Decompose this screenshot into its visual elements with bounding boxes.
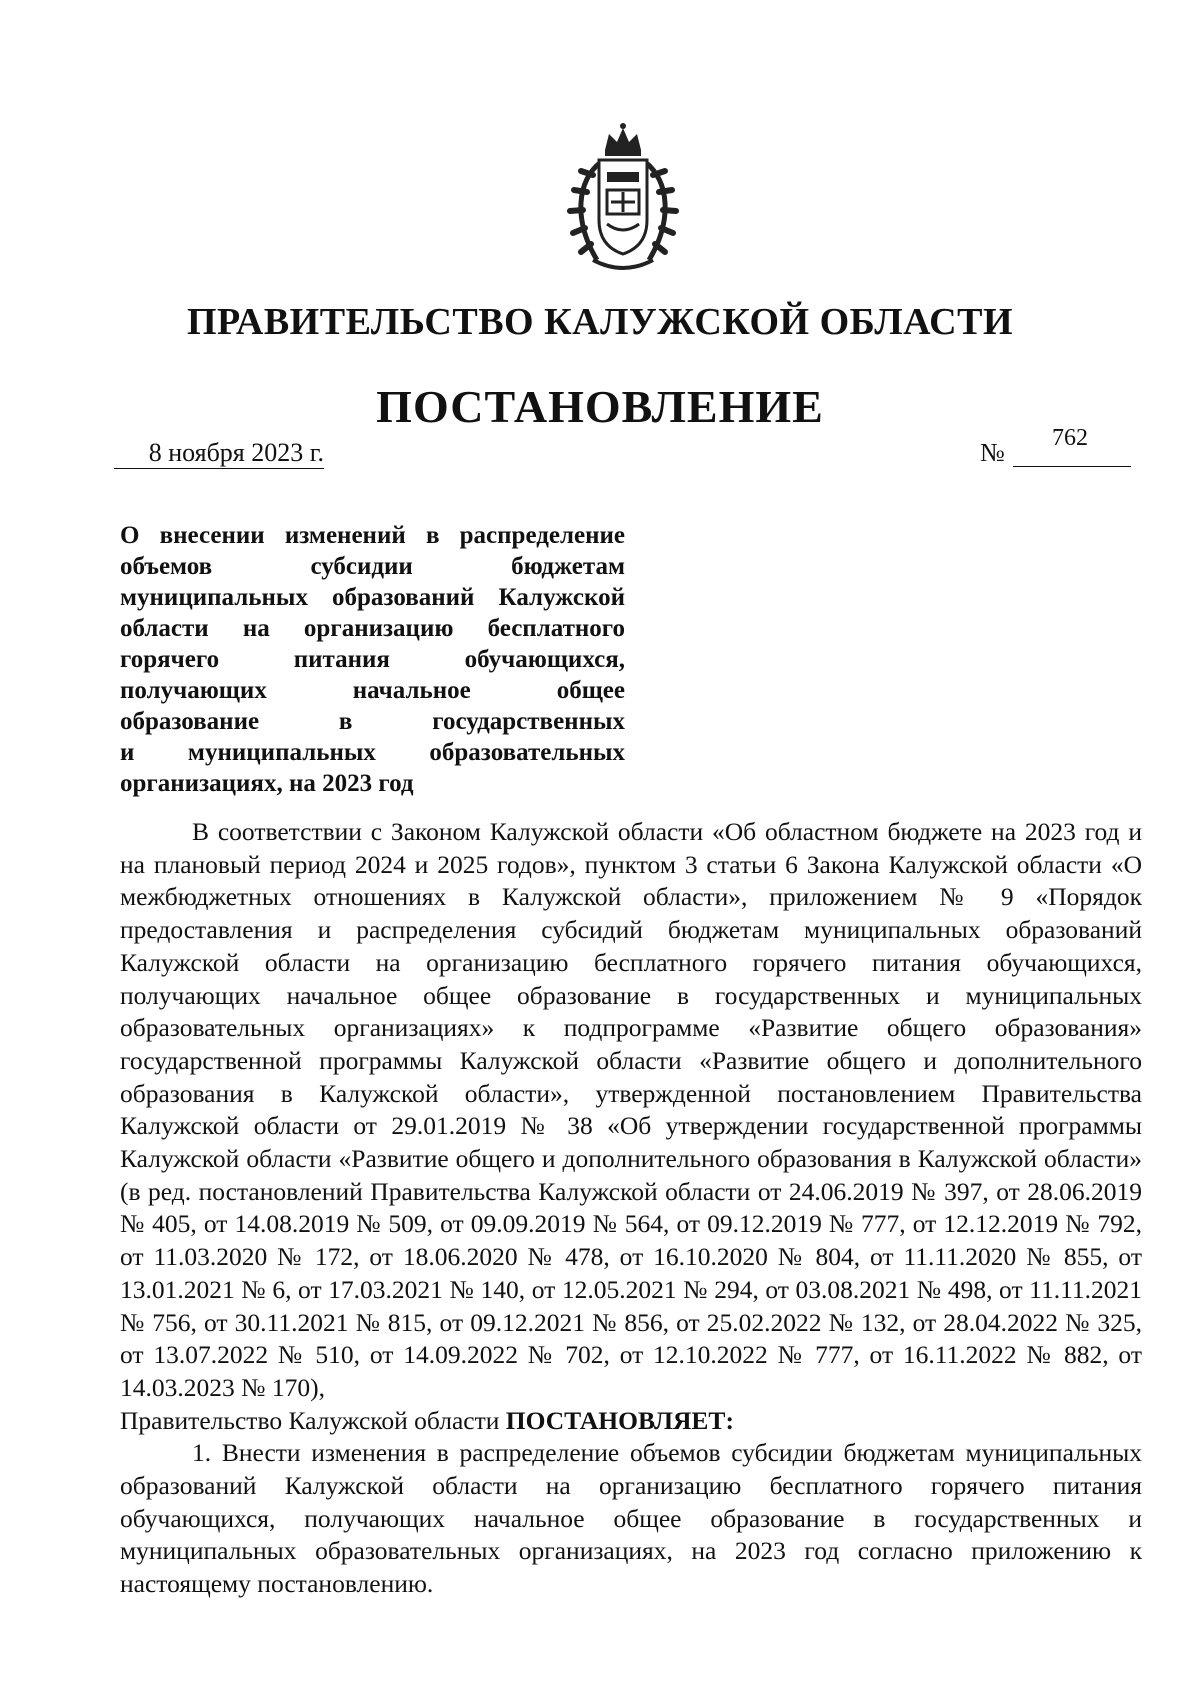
organization-title: ПРАВИТЕЛЬСТВО КАЛУЖСКОЙ ОБЛАСТИ bbox=[186, 301, 1014, 343]
subject-line: объемов субсидии бюджетам bbox=[120, 553, 625, 580]
subject-line: организациях, на 2023 год bbox=[120, 770, 414, 797]
preamble-paragraph: В соответствии с Законом Калужской области «Об областном бюджете на 2023 год и на плановый период 2024 и 2025 годов», пунктом 3 статьи 6 Закона Калужской области «О межбюджетных отношениях в Калужской области», приложением № 9 «Порядок предоставления и распределения субсидий бюджетам муниципальных образований Калужской области на организацию бесплатного горячего питания обучающихся, получающих начальное общее образование в государственных и муниципальных образовательных организациях» к подпрограмме «Развитие общего образования» государственной программы Калужской области «Развитие общего и дополнительного образования в Калужской области», утвержденной постановлением Правительства Калужской области от 29.01.2019 № 38 «Об утверждении государственной программы Калужской области «Развитие общего и дополнительного образования в Калужской области» (в ред. постановлений Правительства Калужской области от 24.06.2019 № 397, от 28.06.2019 № 405, от 14.08.2019 № 509, от 09.09.2019 № 564, от 09.12.2019 № 777, от 12.12.2019 № 792, от 11.03.2020 № 172, от 18.06.2020 № 478, от 16.10.2020 № 804, от 11.11.2020 № 855, от 13.01.2021 № 6, от 17.03.2021 № 140, от 12.05.2021 № 294, от 03.08.2021 № 498, от 11.11.2021 № 756, от 30.11.2021 № 815, от 09.12.2021 № 856, от 25.02.2022 № 132, от 28.04.2022 № 325, от 13.07.2022 № 510, от 14.09.2022 № 702, от 12.10.2022 № 777, от 16.11.2022 № 882, от 14.03.2023 № 170), bbox=[120, 817, 1142, 1402]
number-label: № bbox=[980, 438, 1005, 467]
document-body bbox=[120, 816, 1142, 1601]
enact-line bbox=[120, 1405, 1142, 1438]
document-number: 762 bbox=[1052, 425, 1088, 451]
subject-line: горячего питания обучающихся, bbox=[120, 646, 625, 673]
subject-line: получающих начальное общее bbox=[120, 677, 625, 704]
number-underline bbox=[1013, 466, 1131, 467]
subject-line: муниципальных образований Калужской bbox=[120, 584, 625, 611]
subject-line: О внесении изменений в распределение bbox=[120, 522, 625, 549]
subject-line: области на организацию бесплатного bbox=[120, 615, 625, 642]
subject-line: и муниципальных образовательных bbox=[120, 739, 625, 766]
document-type-heading: ПОСТАНОВЛЕНИЕ bbox=[376, 381, 824, 432]
item-1-paragraph: 1. Внести изменения в распределение объемов субсидии бюджетам муниципальных образований Калужской области на организацию бесплатного горячего питания обучающихся, получающих начальное общее образование в государственных и муниципальных образовательных организациях, на 2023 год согласно приложению к настоящему постановлению. bbox=[120, 1438, 1142, 1599]
enact-word: ПОСТАНОВЛЯЕТ: bbox=[505, 1405, 734, 1435]
coat-of-arms-icon bbox=[563, 120, 683, 275]
enact-prefix: Правительство Калужской области bbox=[120, 1405, 500, 1435]
subject-line: образование в государственных bbox=[120, 708, 625, 735]
document-date: 8 ноября 2023 г. bbox=[114, 438, 324, 469]
document-subject bbox=[120, 520, 625, 799]
